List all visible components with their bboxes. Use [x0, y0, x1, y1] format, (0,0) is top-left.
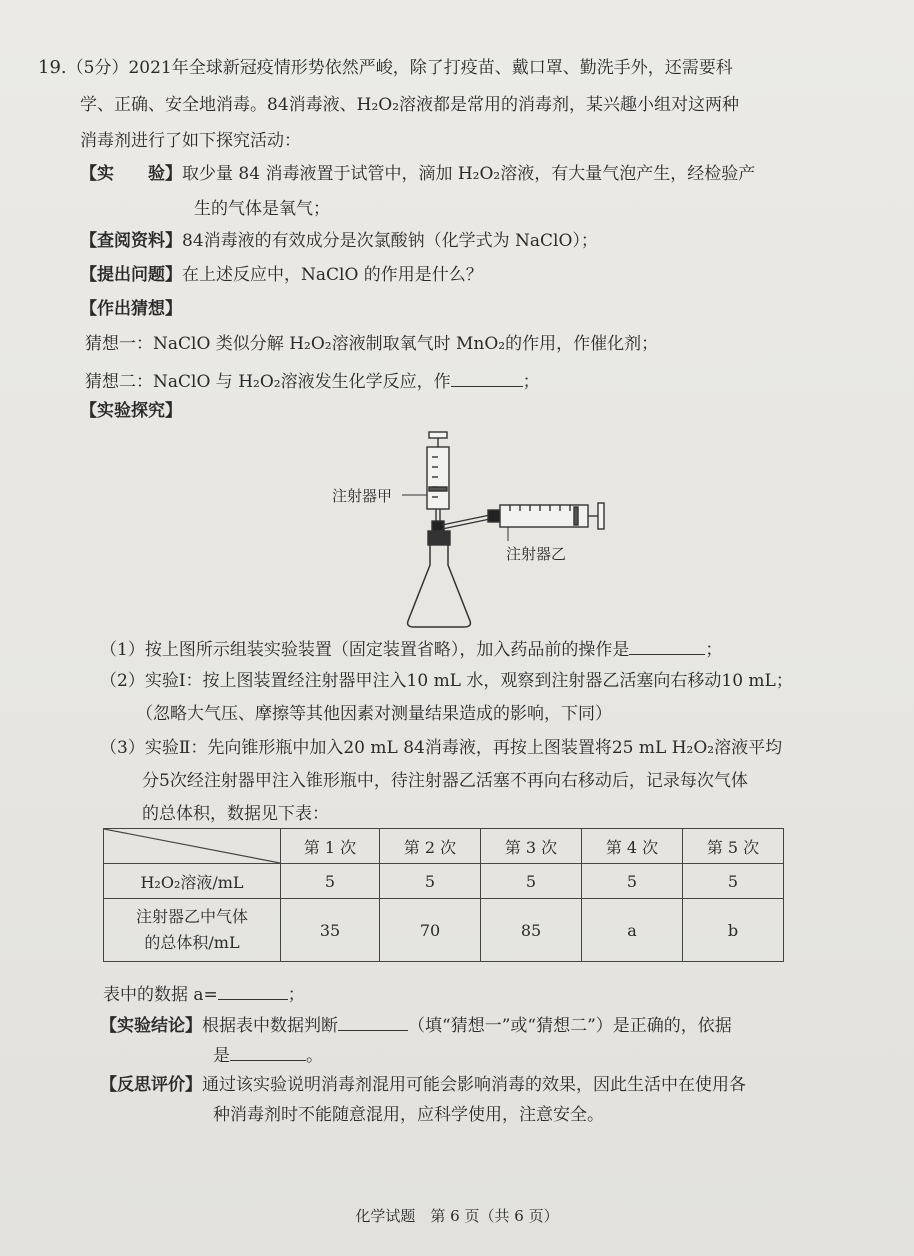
step-1-answer-blank[interactable] [629, 636, 705, 655]
syringe-b-label: 注射器乙 [506, 545, 567, 563]
page-footer: 化学试题 第 6 页（共 6 页） [355, 1207, 559, 1225]
reference-text: 84消毒液的有效成分是次氯酸钠（化学式为 NaClO）； [182, 231, 598, 251]
conclusion-text: 根据表中数据判断 [202, 1016, 338, 1036]
table-row [104, 899, 784, 962]
guess-2-answer-blank[interactable] [451, 368, 523, 387]
conclusion-answer-blank[interactable] [338, 1012, 408, 1031]
experiment-label: 【实 验】 [80, 164, 182, 184]
guess-2-punct: ； [522, 372, 540, 392]
value-a-answer-blank[interactable] [218, 981, 288, 1000]
row-label-line-2: 的总体积/mL [144, 933, 240, 952]
guess-2-text: 猜想二：NaClO 与 H₂O₂溶液发生化学反应，作 [85, 372, 451, 392]
step-2-line-2: （忽略大气压、摩擦等其他因素对测量结果造成的影响，下同） [136, 704, 612, 724]
table-row [104, 864, 784, 899]
conclusion-basis-answer-blank[interactable] [230, 1042, 306, 1061]
table-cell: 5 [380, 864, 481, 899]
row-label-line-1: 注射器乙中气体 [135, 907, 248, 926]
table-cell: 35 [281, 899, 380, 962]
step-2-line-1: （2）实验Ⅰ：按上图装置经注射器甲注入10 mL 水，观察到注射器乙活塞向右移动10 mL； [100, 671, 793, 691]
conclusion-line-2 [213, 1042, 323, 1067]
step-3-line-1: （3）实验Ⅱ：先向锥形瓶中加入20 mL 84消毒液，再按上图装置将25 mL H₂O₂溶液平均 [100, 738, 783, 758]
conclusion-section [100, 1012, 732, 1037]
hypothesis-guess-2 [85, 368, 540, 393]
hypothesis-guess-1: 猜想一：NaClO 类似分解 H₂O₂溶液制取氧气时 MnO₂的作用，作催化剂； [85, 334, 659, 354]
table-header: 第 1 次 [281, 829, 380, 864]
row-label-h2o2: H₂O₂溶液/mL [104, 864, 281, 899]
conclusion-punct: 。 [306, 1046, 323, 1066]
intro-line-3: 消毒剂进行了如下探究活动： [80, 131, 301, 151]
table-header: 第 4 次 [582, 829, 683, 864]
question-score: （5分） [66, 58, 129, 78]
hypothesis-label: 【作出猜想】 [80, 299, 182, 319]
table-cell: 5 [281, 864, 380, 899]
table-header: 第 3 次 [481, 829, 582, 864]
experiment-text-1: 取少量 84 消毒液置于试管中，滴加 H₂O₂溶液，有大量气泡产生，经检验产 [182, 164, 756, 184]
apparatus-diagram [320, 425, 620, 630]
reflection-line-2: 种消毒剂时不能随意混用，应科学使用，注意安全。 [213, 1105, 604, 1125]
question-header [38, 57, 733, 79]
data-table [103, 828, 784, 962]
experiment-section [80, 163, 755, 185]
row-label-gas-volume [104, 899, 281, 962]
table-cell: 85 [481, 899, 582, 962]
intro-line-1: 2021年全球新冠疫情形势依然严峻，除了打疫苗、戴口罩、勤洗手外，还需要科 [128, 58, 733, 78]
table-header: 第 5 次 [683, 829, 784, 864]
intro-line-2: 学、正确、安全地消毒。84消毒液、H₂O₂溶液都是常用的消毒剂，某兴趣小组对这两种 [80, 95, 740, 115]
step-1-text: （1）按上图所示组装实验装置（固定装置省略），加入药品前的操作是 [100, 640, 630, 660]
table-value-question [103, 981, 305, 1006]
experiment-text-2: 生的气体是氧气； [194, 199, 330, 219]
question-raise-section [80, 264, 483, 286]
reference-section [80, 230, 598, 252]
step-1-punct: ； [705, 640, 723, 660]
question-number: 19. [38, 57, 67, 78]
reference-label: 【查阅资料】 [80, 231, 182, 251]
reflection-section [100, 1074, 746, 1096]
table-corner-cell [104, 829, 281, 864]
table-header: 第 2 次 [380, 829, 481, 864]
conclusion-text-mid: （填“猜想一”或“猜想二”）是正确的，依据 [408, 1016, 732, 1036]
step-1 [100, 636, 722, 661]
step-3-line-2: 分5次经注射器甲注入锥形瓶中，待注射器乙活塞不再向右移动后，记录每次气体 [142, 771, 748, 791]
syringe-a-shape [427, 432, 449, 521]
table-value-punct: ； [287, 985, 305, 1005]
table-cell: 70 [380, 899, 481, 962]
conclusion-basis-text: 是 [213, 1046, 230, 1066]
table-value-text: 表中的数据 a= [103, 985, 218, 1005]
question-raise-label: 【提出问题】 [80, 265, 182, 285]
step-3-line-3: 的总体积，数据见下表： [142, 804, 329, 824]
stopper-shape [428, 515, 490, 545]
question-raise-text: 在上述反应中，NaClO 的作用是什么？ [182, 265, 483, 285]
table-cell: 5 [481, 864, 582, 899]
table-cell: b [683, 899, 784, 962]
table-cell: 5 [683, 864, 784, 899]
conclusion-label: 【实验结论】 [100, 1016, 202, 1036]
syringe-b-shape [488, 503, 604, 529]
apparatus-drawing [320, 425, 620, 630]
reflection-label: 【反思评价】 [100, 1075, 202, 1095]
table-cell: 5 [582, 864, 683, 899]
syringe-a-label: 注射器甲 [332, 487, 393, 505]
reflection-line-1: 通过该实验说明消毒剂混用可能会影响消毒的效果，因此生活中在使用各 [202, 1075, 746, 1095]
table-cell: a [582, 899, 683, 962]
table-header-row [104, 829, 784, 864]
corner-diagonal [104, 829, 280, 863]
exploration-label: 【实验探究】 [80, 401, 182, 421]
flask-shape [408, 545, 471, 627]
